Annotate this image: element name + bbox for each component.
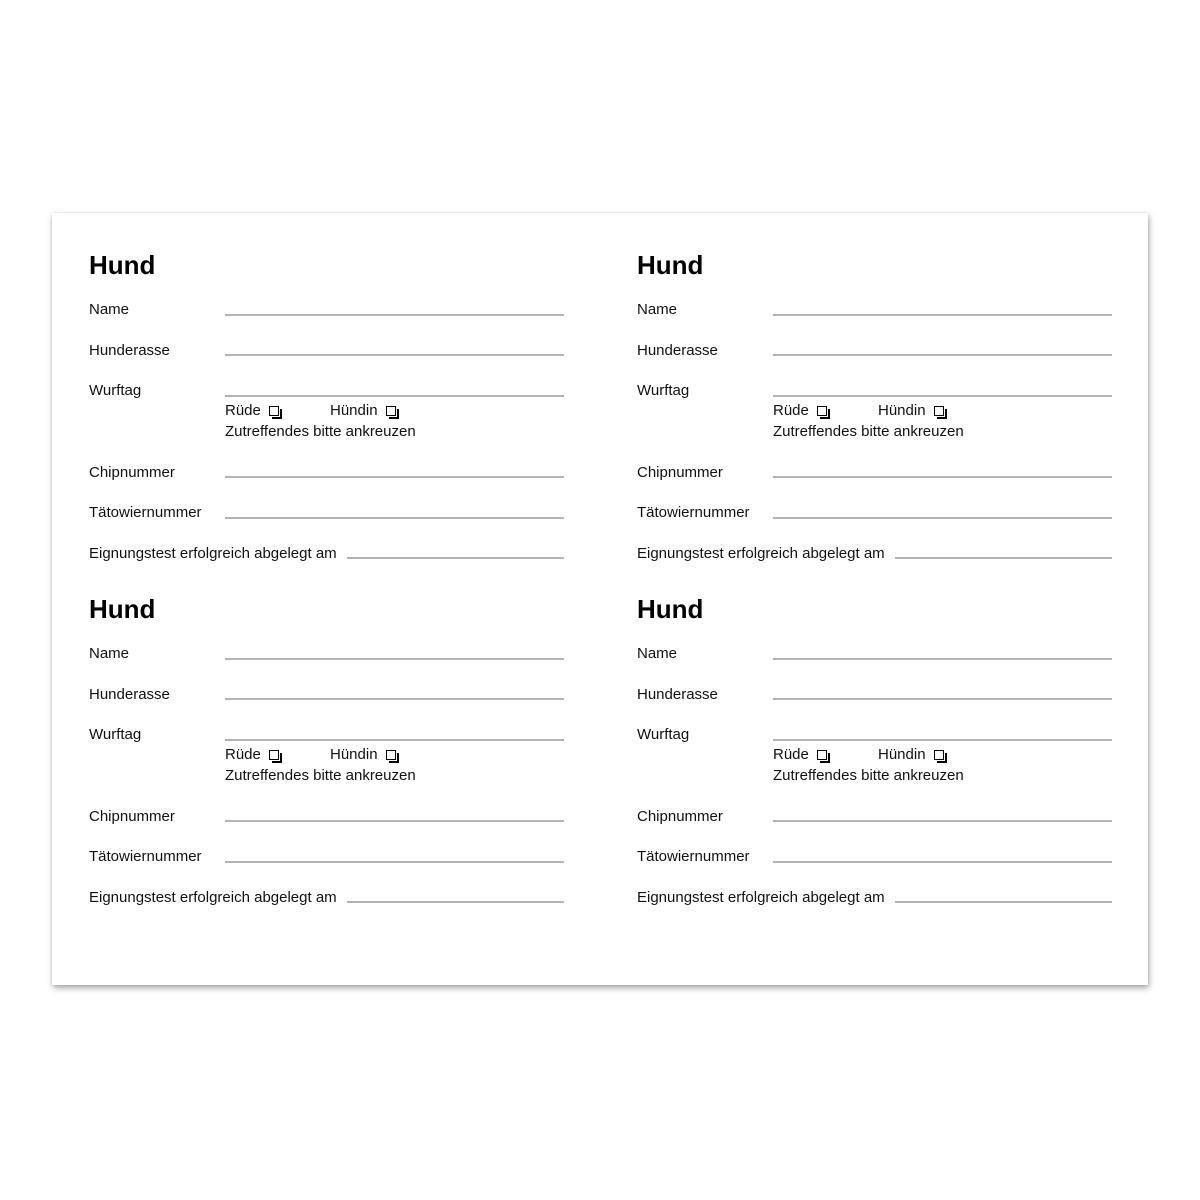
test-label: Eignungstest erfolgreich abgelegt am (637, 545, 885, 562)
name-field[interactable] (225, 658, 564, 660)
breed-label: Hunderasse (89, 342, 170, 359)
chip-label: Chipnummer (89, 464, 175, 481)
breed-field[interactable] (773, 698, 1112, 700)
name-field[interactable] (773, 658, 1112, 660)
chip-row (637, 463, 1113, 489)
name-label: Name (637, 645, 678, 662)
breed-label: Hunderasse (637, 342, 718, 359)
female-checkbox[interactable] (934, 750, 944, 760)
birth-field[interactable] (225, 739, 564, 741)
gender-options (773, 745, 1073, 765)
male-label: Rüde (225, 746, 261, 763)
male-checkbox[interactable] (817, 406, 827, 416)
birth-label: Wurftag (89, 726, 142, 743)
name-label: Name (89, 645, 130, 662)
female-label: Hündin (330, 402, 378, 419)
tattoo-label: Tätowiernummer (89, 848, 202, 865)
female-label: Hündin (878, 402, 926, 419)
tattoo-label: Tätowiernummer (637, 848, 750, 865)
female-option (878, 401, 944, 421)
card-title: Hund (637, 594, 704, 624)
test-label: Eignungstest erfolgreich abgelegt am (89, 889, 337, 906)
birth-label: Wurftag (637, 726, 690, 743)
male-option (773, 745, 827, 765)
tattoo-label: Tätowiernummer (637, 504, 750, 521)
female-option (330, 401, 396, 421)
name-label: Name (637, 301, 678, 318)
form-sheet (52, 213, 1148, 985)
tattoo-field[interactable] (773, 861, 1112, 863)
card-title: Hund (89, 250, 156, 280)
female-label: Hündin (878, 746, 926, 763)
gender-options (773, 401, 1073, 421)
tattoo-row (637, 847, 1113, 873)
gender-hint: Zutreffendes bitte ankreuzen (773, 767, 964, 784)
male-option (225, 401, 279, 421)
tattoo-row (89, 847, 565, 873)
name-label: Name (89, 301, 130, 318)
gender-hint: Zutreffendes bitte ankreuzen (225, 423, 416, 440)
test-date-field[interactable] (895, 901, 1112, 903)
name-field[interactable] (225, 314, 564, 316)
tattoo-label: Tätowiernummer (89, 504, 202, 521)
chip-label: Chipnummer (637, 808, 723, 825)
birth-label: Wurftag (637, 382, 690, 399)
breed-row (89, 341, 565, 367)
breed-row (637, 685, 1113, 711)
gender-options (225, 745, 525, 765)
tattoo-row (637, 503, 1113, 529)
birth-field[interactable] (773, 739, 1112, 741)
test-row (637, 888, 1113, 914)
breed-field[interactable] (225, 698, 564, 700)
breed-row (637, 341, 1113, 367)
female-checkbox[interactable] (934, 406, 944, 416)
test-date-field[interactable] (347, 557, 564, 559)
chip-row (637, 807, 1113, 833)
tattoo-field[interactable] (773, 517, 1112, 519)
chip-label: Chipnummer (89, 808, 175, 825)
breed-label: Hunderasse (89, 686, 170, 703)
male-checkbox[interactable] (269, 750, 279, 760)
card-title: Hund (637, 250, 704, 280)
chip-row (89, 463, 565, 489)
male-option (225, 745, 279, 765)
test-row (637, 544, 1113, 570)
gender-hint: Zutreffendes bitte ankreuzen (225, 767, 416, 784)
female-checkbox[interactable] (386, 406, 396, 416)
name-row (89, 300, 565, 326)
test-label: Eignungstest erfolgreich abgelegt am (89, 545, 337, 562)
tattoo-row (89, 503, 565, 529)
gender-options (225, 401, 525, 421)
name-row (637, 644, 1113, 670)
test-row (89, 888, 565, 914)
breed-row (89, 685, 565, 711)
breed-field[interactable] (773, 354, 1112, 356)
male-checkbox[interactable] (269, 406, 279, 416)
birth-field[interactable] (225, 395, 564, 397)
chip-row (89, 807, 565, 833)
male-label: Rüde (773, 402, 809, 419)
breed-label: Hunderasse (637, 686, 718, 703)
chip-label: Chipnummer (637, 464, 723, 481)
test-date-field[interactable] (347, 901, 564, 903)
female-checkbox[interactable] (386, 750, 396, 760)
chip-field[interactable] (773, 476, 1112, 478)
female-option (330, 745, 396, 765)
male-option (773, 401, 827, 421)
male-checkbox[interactable] (817, 750, 827, 760)
test-date-field[interactable] (895, 557, 1112, 559)
name-row (89, 644, 565, 670)
tattoo-field[interactable] (225, 517, 564, 519)
gender-hint: Zutreffendes bitte ankreuzen (773, 423, 964, 440)
chip-field[interactable] (225, 820, 564, 822)
chip-field[interactable] (773, 820, 1112, 822)
card-title: Hund (89, 594, 156, 624)
test-label: Eignungstest erfolgreich abgelegt am (637, 889, 885, 906)
male-label: Rüde (773, 746, 809, 763)
name-field[interactable] (773, 314, 1112, 316)
chip-field[interactable] (225, 476, 564, 478)
breed-field[interactable] (225, 354, 564, 356)
female-option (878, 745, 944, 765)
male-label: Rüde (225, 402, 261, 419)
tattoo-field[interactable] (225, 861, 564, 863)
test-row (89, 544, 565, 570)
female-label: Hündin (330, 746, 378, 763)
birth-label: Wurftag (89, 382, 142, 399)
birth-field[interactable] (773, 395, 1112, 397)
name-row (637, 300, 1113, 326)
